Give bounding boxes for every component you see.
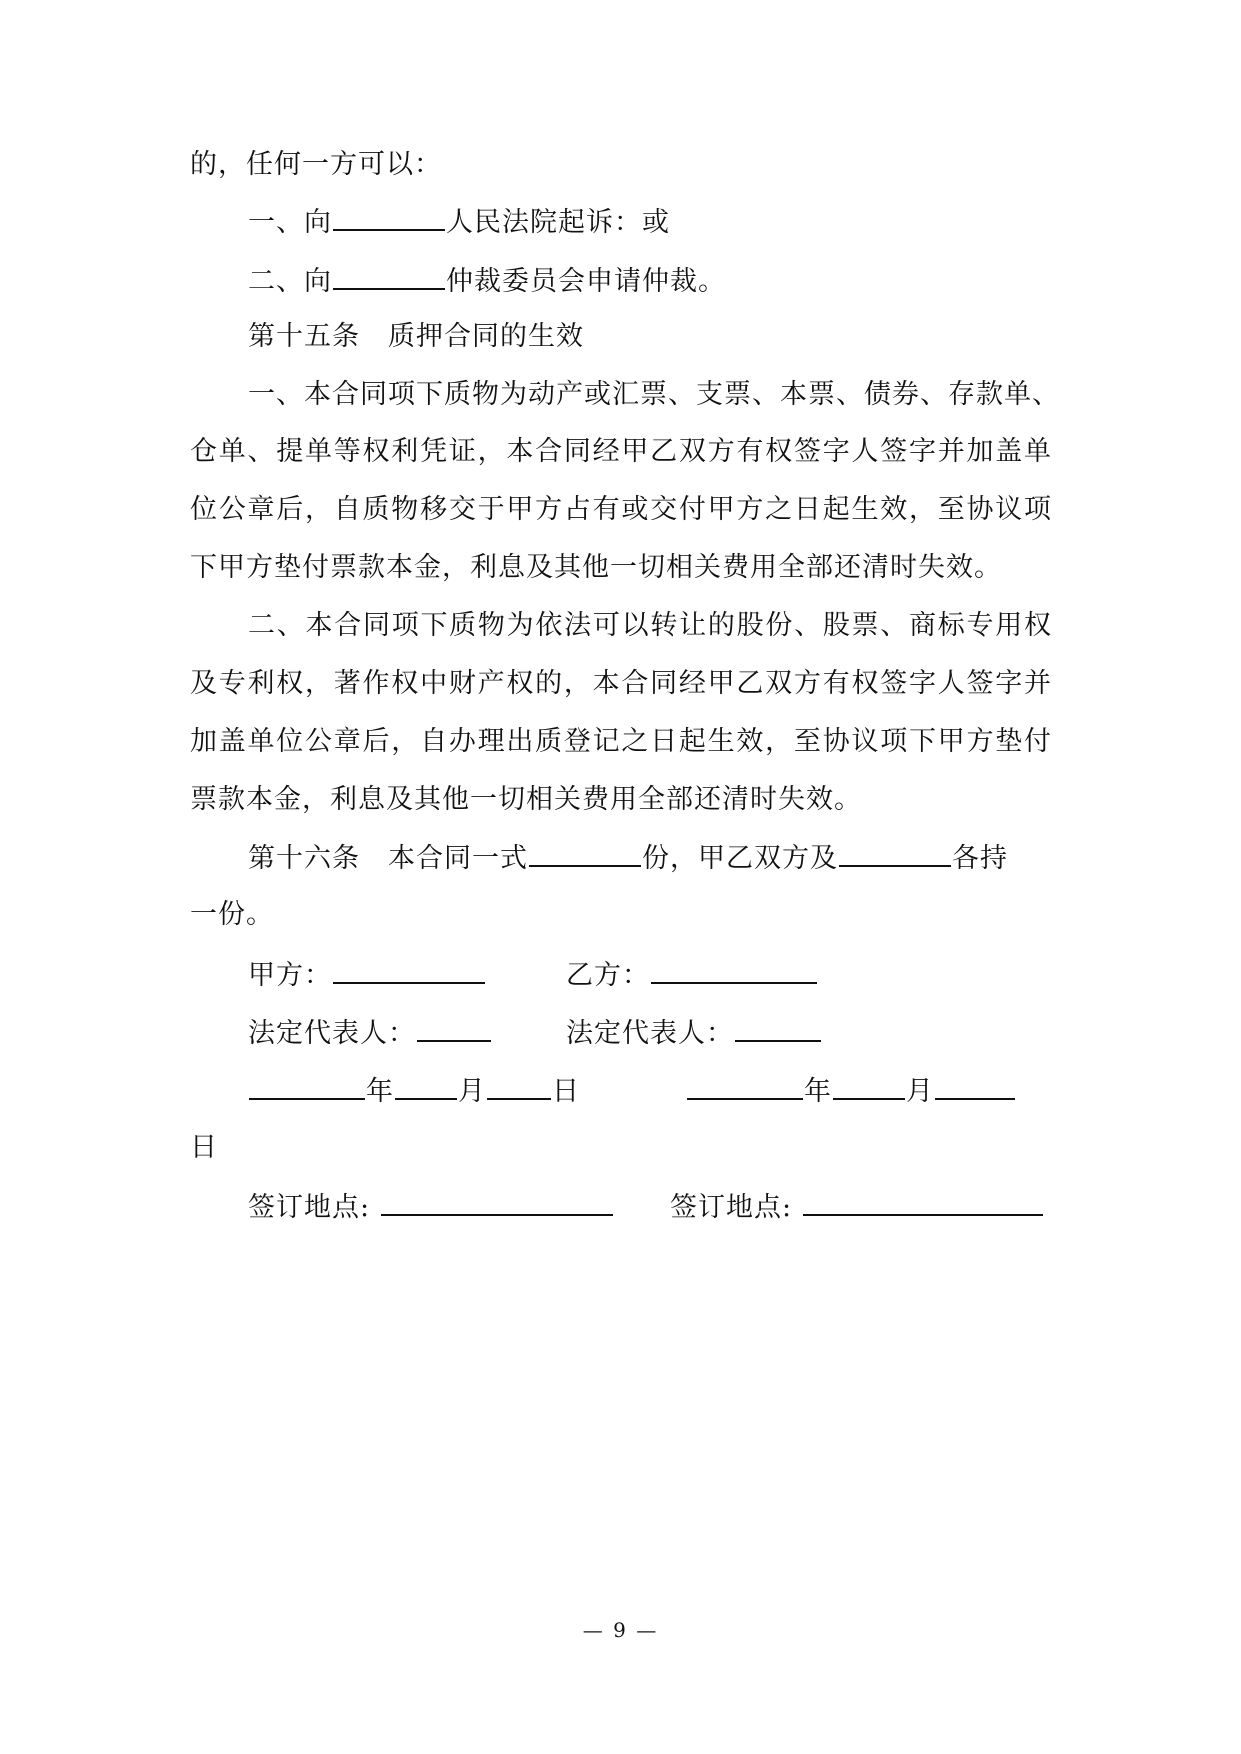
text-line: [190, 1131, 218, 1165]
place-line: [248, 1189, 614, 1225]
date-line: [248, 1073, 580, 1109]
rep-a-label: 法定代表人：: [248, 1018, 416, 1049]
text: 及专利权，著作权中财产权的，本合同经甲乙双方有权签字人签字并: [190, 668, 1052, 699]
text: 的，任何一方可以：: [190, 149, 442, 180]
text-line: [190, 493, 1052, 527]
text: 份，甲乙双方及: [642, 843, 838, 874]
text: 一、向: [248, 207, 332, 238]
signature-line: [248, 957, 486, 993]
year-field[interactable]: [687, 1073, 803, 1100]
fill-blank[interactable]: [839, 840, 951, 867]
article-heading: [248, 840, 1008, 876]
text: 年: [804, 1076, 832, 1107]
signature-line: [248, 1015, 492, 1051]
fill-blank[interactable]: [529, 840, 641, 867]
party-b-field[interactable]: [651, 957, 817, 984]
rep-a-field[interactable]: [417, 1015, 491, 1042]
text: 年: [366, 1076, 394, 1107]
text: 本合同一式: [388, 843, 528, 874]
text-line: [190, 667, 1052, 701]
text: 票款本金，利息及其他一切相关费用全部还清时失效。: [190, 784, 862, 815]
text: 一份。: [190, 899, 274, 930]
article-number: 第十五条: [248, 321, 360, 352]
rep-b-label: 法定代表人：: [566, 1018, 734, 1049]
text: 月: [906, 1076, 934, 1107]
text-line: [248, 204, 670, 240]
text-line: [248, 378, 1060, 412]
place-line: [670, 1189, 1044, 1225]
place-b-label: 签订地点:: [670, 1192, 793, 1223]
text: 日: [552, 1076, 580, 1107]
text: 各持: [952, 843, 1008, 874]
text-line: [190, 783, 862, 817]
text: 下甲方垫付票款本金，利息及其他一切相关费用全部还清时失效。: [190, 552, 1002, 583]
text: 日: [190, 1132, 218, 1163]
text-line: [190, 435, 1052, 469]
article-title: 质押合同的生效: [388, 321, 584, 352]
party-a-field[interactable]: [333, 957, 485, 984]
text: 一、本合同项下质物为动产或汇票、支票、本票、债券、存款单、: [248, 379, 1060, 410]
text-line: [190, 551, 1002, 585]
signature-line: [566, 1015, 822, 1051]
text: 仲裁委员会申请仲裁。: [446, 266, 726, 297]
fill-blank[interactable]: [333, 263, 445, 290]
text-line: [190, 725, 1052, 759]
party-b-label: 乙方：: [566, 960, 650, 991]
fill-blank[interactable]: [333, 204, 445, 231]
article-heading: [248, 320, 584, 354]
year-field[interactable]: [249, 1073, 365, 1100]
text-line: [190, 898, 274, 932]
month-field[interactable]: [833, 1073, 905, 1100]
article-number: 第十六条: [248, 843, 360, 874]
text-line: [190, 148, 442, 182]
month-field[interactable]: [395, 1073, 457, 1100]
day-field[interactable]: [487, 1073, 551, 1100]
party-a-label: 甲方：: [248, 960, 332, 991]
text: 加盖单位公章后，自办理出质登记之日起生效，至协议项下甲方垫付: [190, 726, 1052, 757]
place-b-field[interactable]: [803, 1189, 1043, 1216]
text: 位公章后，自质物移交于甲方占有或交付甲方之日起生效，至协议项: [190, 494, 1052, 525]
day-field[interactable]: [935, 1073, 1015, 1100]
text: 人民法院起诉：或: [446, 207, 670, 238]
text: 月: [458, 1076, 486, 1107]
place-a-label: 签订地点:: [248, 1192, 371, 1223]
place-a-field[interactable]: [381, 1189, 613, 1216]
text-line: [248, 609, 1052, 643]
signature-line: [566, 957, 818, 993]
text: 二、本合同项下质物为依法可以转让的股份、股票、商标专用权: [248, 610, 1052, 641]
page-number: — 9 —: [582, 1618, 659, 1642]
rep-b-field[interactable]: [735, 1015, 821, 1042]
text-line: [248, 263, 726, 299]
text: 二、向: [248, 266, 332, 297]
date-line: [686, 1073, 1016, 1109]
text: 仓单、提单等权利凭证，本合同经甲乙双方有权签字人签字并加盖单: [190, 436, 1052, 467]
